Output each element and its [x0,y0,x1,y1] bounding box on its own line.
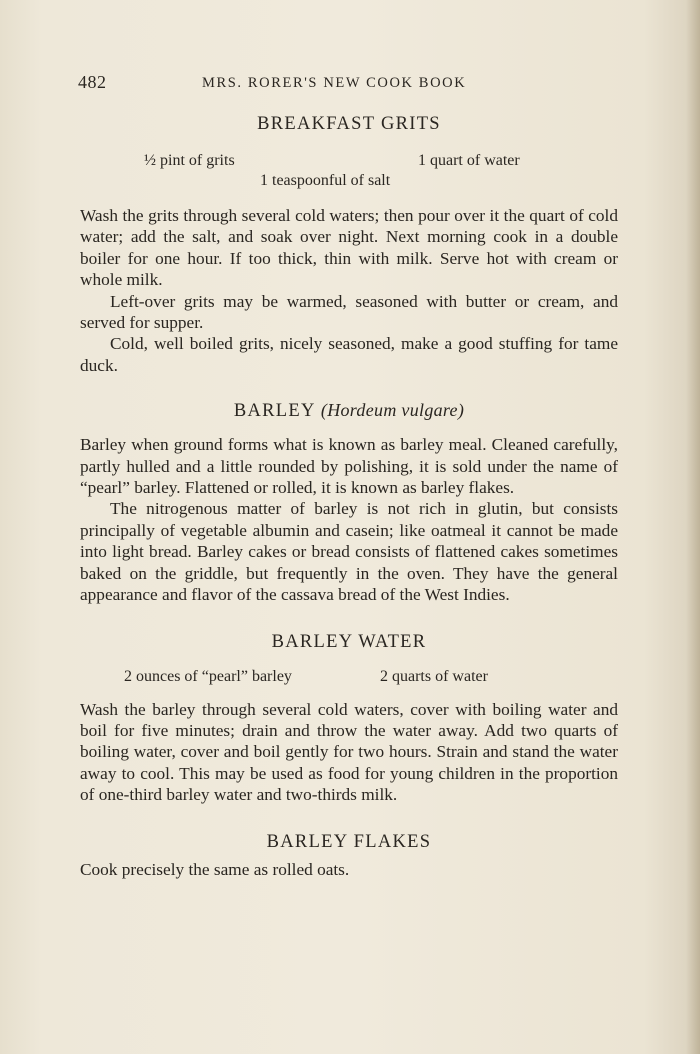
ingredient-item: 1 teaspoonful of salt [260,172,391,189]
section-title-barley-water: BARLEY WATER [271,631,427,652]
section-title-text: BARLEY [233,401,315,422]
paragraph: Cook precisely the same as rolled oats. [80,859,350,879]
section-title-breakfast-grits: BREAKFAST GRITS [257,114,441,134]
page-number: 482 [78,72,107,92]
section-subtitle-latin-name: (Hordeum vulgare) [320,400,465,421]
ingredient-item: ½ pint of grits [144,152,235,169]
ingredient-row [80,151,618,171]
section-title-barley [80,400,618,422]
page-content [80,112,618,880]
paragraph: Barley when ground forms what is known as barley meal. Cleaned carefully, partly hulled and a little rounded by polishing, it is sold under the name of “pearl” barley. Flattened or rolled, it is known as barley flakes. [80,435,618,498]
paragraph: Wash the grits through several cold waters; then pour over it the quart of cold water; add the salt, and soak over night. Next morning cook in a double boiler for one hour. If too thick, thin with milk. Serve hot with cream or whole milk. [80,206,618,290]
page-gutter-shadow [686,0,700,1054]
ingredient-item: 2 quarts of water [380,667,488,685]
ingredient-row [80,667,618,687]
section-body-barley [80,434,618,605]
ingredient-row [80,171,618,191]
section-body-breakfast-grits [80,205,618,376]
paragraph: The nitrogenous matter of barley is not rich in glutin, but consists principally of vegetable albumin and casein; like oatmeal it cannot be made into light bread. Barley cakes or bread consists of flattened cakes sometimes baked on the griddle, but frequently in the oven. They have the general appearance and flavor of the cassava bread of the West Indies. [80,499,618,605]
paragraph: Cold, well boiled grits, nicely seasoned, make a good stuffing for tame duck. [80,334,618,375]
ingredients-barley-water [80,667,618,689]
section-body-barley-water [80,699,618,806]
ingredients-breakfast-grits [80,151,618,191]
section-title-barley-flakes: BARLEY FLAKES [266,831,432,852]
ingredient-item: 1 quart of water [418,152,520,169]
ingredient-item: 2 ounces of “pearl” barley [124,667,292,685]
paragraph: Wash the barley through several cold waters, cover with boiling water and boil for five minutes; drain and throw the water away. Add two quarts of boiling water, cover and boil gently for two hours. Strain and stand the water away to cool. This may be used as food for young children in the proportion of one-third barley water and two-thirds milk. [80,699,618,805]
section-body-barley-flakes [80,859,618,880]
paragraph: Left-over grits may be warmed, seasoned with butter or cream, and served for supper. [80,291,618,333]
book-title: MRS. RORER'S NEW COOK BOOK [202,75,467,91]
running-head [78,72,618,96]
